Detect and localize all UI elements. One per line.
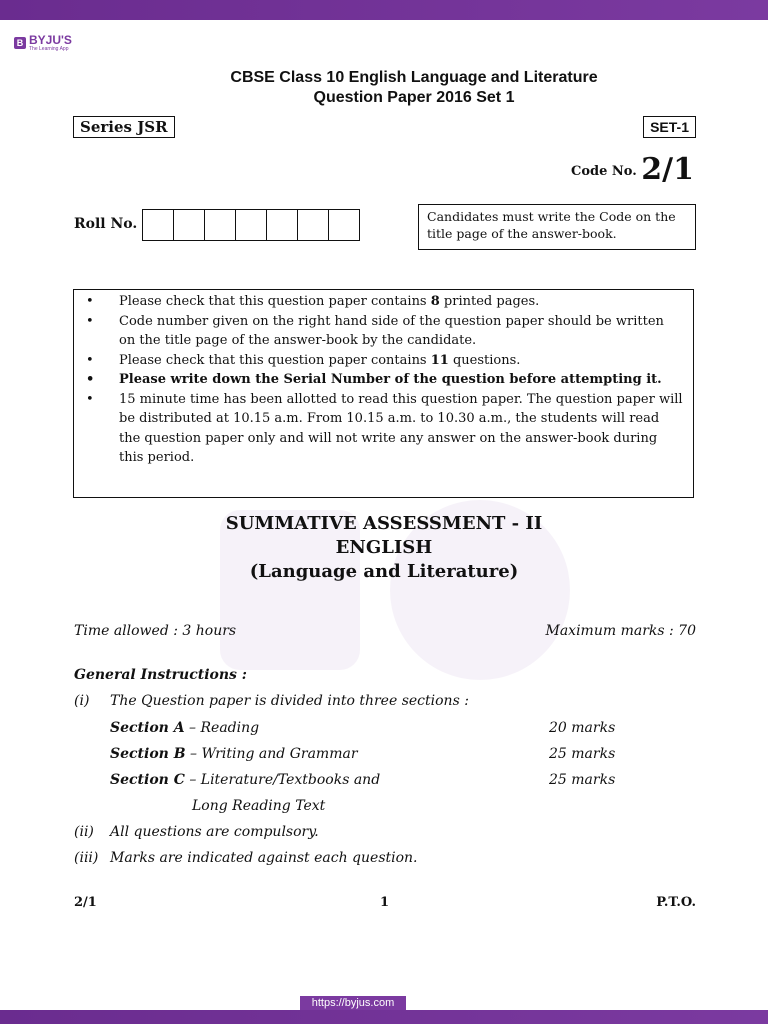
document-title xyxy=(0,68,768,108)
roll-box[interactable] xyxy=(266,209,298,241)
title-line-1: CBSE Class 10 English Language and Literature xyxy=(230,69,598,86)
logo-mark: B xyxy=(14,37,26,49)
section-c-marks: 25 marks xyxy=(549,772,616,788)
logo-text: BYJU'S xyxy=(29,33,72,47)
roll-box[interactable] xyxy=(173,209,205,241)
footer-pto: P.T.O. xyxy=(656,895,696,910)
gi-text-i: The Question paper is divided into three sections : xyxy=(110,693,469,709)
gi-text-iii: Marks are indicated against each question. xyxy=(110,850,418,866)
instruction-item: • Please write down the Serial Number of the question before attempting it. xyxy=(74,370,683,390)
assessment-line-2: ENGLISH xyxy=(335,537,433,558)
roll-box[interactable] xyxy=(297,209,329,241)
roll-box[interactable] xyxy=(142,209,174,241)
section-a-marks: 20 marks xyxy=(549,720,616,736)
series-label: Series JSR xyxy=(73,116,175,138)
assessment-heading xyxy=(0,512,768,584)
title-line-2: Question Paper 2016 Set 1 xyxy=(313,89,515,106)
maximum-marks: Maximum marks : 70 xyxy=(545,623,696,639)
code-label: Code No. xyxy=(570,164,637,179)
section-a: Section A – Reading xyxy=(110,720,260,736)
roll-number-boxes[interactable] xyxy=(143,209,360,241)
footer-page-number: 1 xyxy=(380,895,390,910)
instruction-item: • Please check that this question paper contains 8 printed pages. xyxy=(74,292,683,312)
roll-box[interactable] xyxy=(204,209,236,241)
roll-label: Roll No. xyxy=(74,216,138,232)
instruction-item: • Please check that this question paper contains 11 questions. xyxy=(74,351,683,371)
general-instructions-heading: General Instructions : xyxy=(74,667,247,683)
section-b-marks: 25 marks xyxy=(549,746,616,762)
section-c-continued: Long Reading Text xyxy=(192,798,326,814)
instruction-item: • Code number given on the right hand side of the question paper should be written on the title page of the answer-book by the candidate. xyxy=(74,312,683,351)
assessment-line-1: SUMMATIVE ASSESSMENT - II xyxy=(225,513,543,534)
gi-number-iii: (iii) xyxy=(74,850,99,866)
candidates-note: Candidates must write the Code on the title page of the answer-book. xyxy=(418,204,696,250)
assessment-line-3: (Language and Literature) xyxy=(249,561,519,582)
section-b: Section B – Writing and Grammar xyxy=(110,746,358,762)
instruction-item: • 15 minute time has been allotted to read this question paper. The question paper will be distributed at 10.15 a.m. From 10.15 a.m. to 10.30 a.m., the students will read the question paper only and will not write any answer on the answer-book during this period. xyxy=(74,390,683,468)
gi-number-ii: (ii) xyxy=(74,824,94,840)
byjus-logo xyxy=(14,34,72,52)
bottom-banner xyxy=(0,1010,768,1024)
set-label: SET-1 xyxy=(643,116,696,138)
roll-box[interactable] xyxy=(235,209,267,241)
instructions-box xyxy=(73,289,694,498)
code-number xyxy=(571,152,694,187)
roll-box[interactable] xyxy=(328,209,360,241)
section-c: Section C – Literature/Textbooks and xyxy=(110,772,381,788)
website-link[interactable]: https://byjus.com xyxy=(300,996,406,1010)
footer-code: 2/1 xyxy=(74,895,97,910)
time-allowed: Time allowed : 3 hours xyxy=(74,623,237,639)
top-banner xyxy=(0,0,768,20)
logo-tagline: The Learning App xyxy=(29,46,69,52)
watermark-logo xyxy=(200,470,600,730)
gi-number-i: (i) xyxy=(74,693,90,709)
gi-text-ii: All questions are compulsory. xyxy=(110,824,319,840)
code-value: 2/1 xyxy=(641,152,694,187)
